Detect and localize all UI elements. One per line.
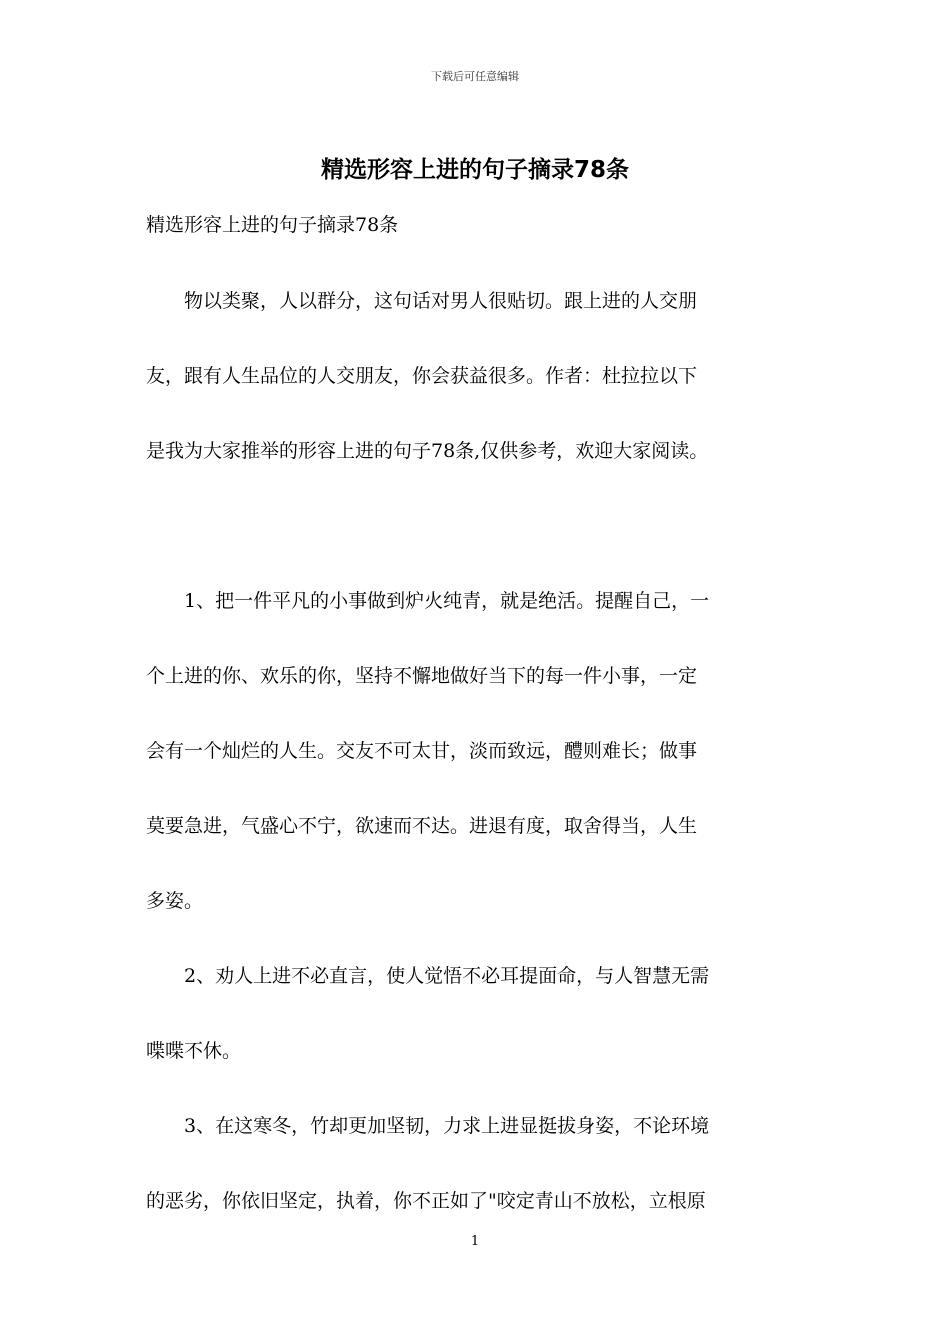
header-note: 下载后可任意编辑 xyxy=(431,70,519,83)
item-line: 1、把一件平凡的小事做到炉火纯青，就是绝活。提醒自己，一 xyxy=(184,590,710,612)
item-line: 2、劝人上进不必直言，使人觉悟不必耳提面命，与人智慧无需 xyxy=(184,965,710,987)
item-line: 喋喋不休。 xyxy=(146,1040,242,1062)
item-line: 会有一个灿烂的人生。交友不可太甘，淡而致远，醴则难长；做事 xyxy=(146,740,698,762)
intro-line: 友，跟有人生品位的人交朋友，你会获益很多。作者：杜拉拉以下 xyxy=(146,365,698,387)
intro-line: 是我为大家推举的形容上进的句子78条,仅供参考，欢迎大家阅读。 xyxy=(146,440,709,462)
document-body xyxy=(146,283,810,1258)
document-subtitle: 精选形容上进的句子摘录78条 xyxy=(146,214,399,236)
page-number: 1 xyxy=(470,1234,480,1249)
item-line: 莫要急进，气盛心不宁，欲速而不达。进退有度，取舍得当，人生 xyxy=(146,815,698,837)
list-item xyxy=(146,958,810,1071)
intro-paragraph xyxy=(146,283,810,471)
intro-line: 物以类聚，人以群分，这句话对男人很贴切。跟上进的人交朋 xyxy=(184,290,698,312)
list-item xyxy=(146,583,810,921)
item-line: 的恶劣，你依旧坚定，执着，你不正如了"咬定青山不放松，立根原 xyxy=(146,1190,706,1212)
paragraph-gap xyxy=(146,508,810,583)
item-line: 3、在这寒冬，竹却更加坚韧，力求上进显挺拔身姿，不论环境 xyxy=(184,1115,710,1137)
document-title: 精选形容上进的句子摘录78条 xyxy=(320,157,629,183)
item-line: 多姿。 xyxy=(146,890,204,912)
list-item xyxy=(146,1108,810,1221)
item-line: 个上进的你、欢乐的你，坚持不懈地做好当下的每一件小事，一定 xyxy=(146,665,698,687)
